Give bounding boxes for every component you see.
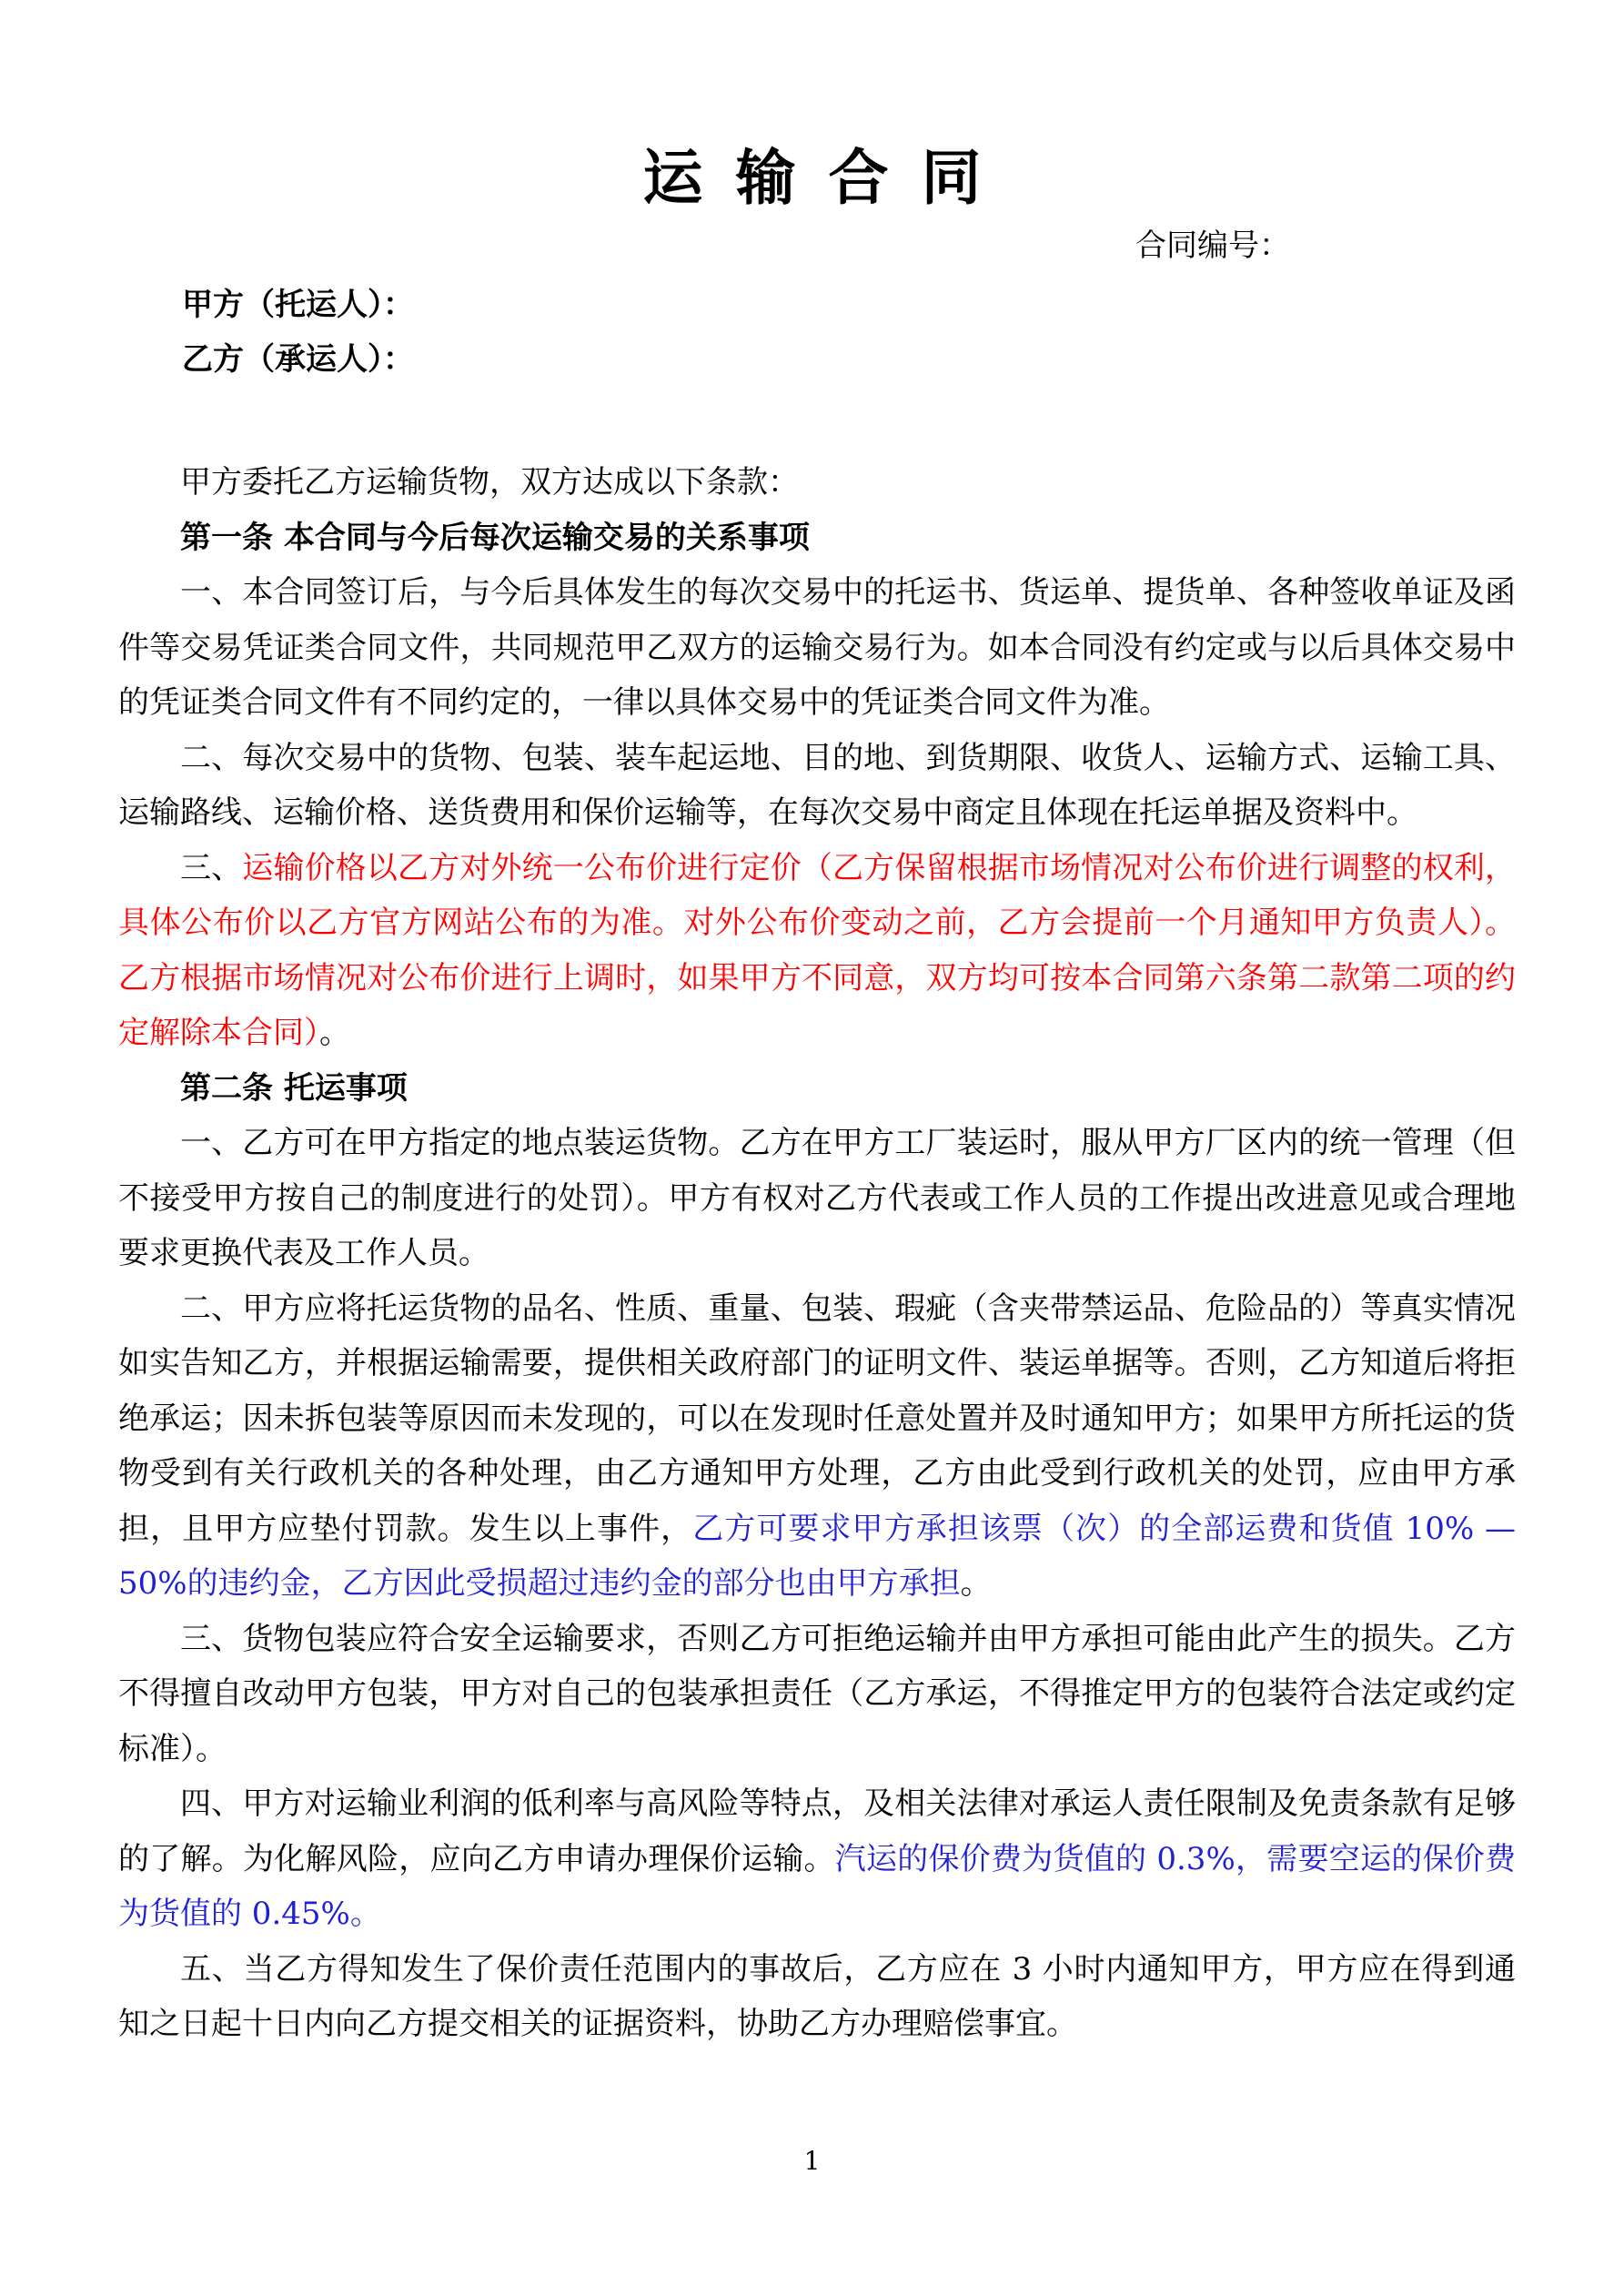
- clause-4-blue-text: 汽运的保价费为货值的 0.3%，需要空运的保价费为货值的 0.45%。: [118, 1840, 1517, 1932]
- clause-3-red-text: 运输价格以乙方对外统一公布价进行定价（乙方保留根据市场情况对公布价进行调整的权利，具体公布价以乙方官方网站公布的为准。对外公布价变动之前，乙方会提前一个月通知甲方负责人）。乙方根据市场情况对公布价进行上调时，如果甲方不同意，双方均可按本合同第六条第二款第二项的约定解除本合同）: [118, 849, 1517, 1051]
- contract-number-label: 合同编号：: [1135, 228, 1290, 264]
- party-b-label: 乙方（承运人）：: [182, 341, 414, 378]
- page-number: 1: [803, 2146, 821, 2176]
- article-1-clause-1: 一、本合同签订后，与今后具体发生的每次交易中的托运书、货运单、提货单、各种签收单证及函件等交易凭证类合同文件，共同规范甲乙双方的运输交易行为。如本合同没有约定或与以后具体交易中的凭证类合同文件有不同约定的，一律以具体交易中的凭证类合同文件为准。: [118, 574, 1516, 721]
- article-2-heading: 第二条 托运事项: [180, 1069, 408, 1107]
- article-2-clause-2: [118, 1281, 1516, 1612]
- intro-paragraph: 甲方委托乙方运输货物，双方达成以下条款：: [180, 464, 799, 501]
- clause-2-text: 二、甲方应将托运货物的品名、性质、重量、包装、瑕疵（含夹带禁运品、危险品的）等真实情况如实告知乙方，并根据运输需要，提供相关政府部门的证明文件、装运单据等。否则，乙方知道后将拒绝承运；因未拆包装等原因而未发现的，可以在发现时任意处置并及时通知甲方；如果甲方所托运的货物受到有关行政机关的各种处理，由乙方通知甲方处理，乙方由此受到行政机关的处罚，应由甲方承担，且甲方应垫付罚款。发生以上事件，: [118, 1290, 1516, 1547]
- party-a-label: 甲方（托运人）：: [182, 287, 414, 323]
- article-2-clause-4: [118, 1776, 1516, 1942]
- contract-body: [118, 455, 1516, 2052]
- clause-2-end: 。: [960, 1565, 992, 1602]
- article-2-clause-3: 三、货物包装应符合安全运输要求，否则乙方可拒绝运输并由甲方承担可能由此产生的损失。乙方不得擅自改动甲方包装，甲方对自己的包装承担责任（乙方承运，不得推定甲方的包装符合法定或约定标准）。: [118, 1620, 1516, 1767]
- clause-4-text: 四、甲方对运输业利润的低利率与高风险等特点，及相关法律对承运人责任限制及免责条款有足够的了解。为化解风险，应向乙方申请办理保价运输。: [118, 1785, 1516, 1877]
- document-title: 运输合同: [642, 142, 1014, 213]
- article-2-clause-5: 五、当乙方得知发生了保价责任范围内的事故后，乙方应在 3 小时内通知甲方，甲方应在得到通知之日起十日内向乙方提交相关的证据资料，协助乙方办理赔偿事宜。: [118, 1950, 1516, 2042]
- clause-3-prefix: 三、: [180, 849, 243, 886]
- article-2-clause-1: 一、乙方可在甲方指定的地点装运货物。乙方在甲方工厂装运时，服从甲方厂区内的统一管理（但不接受甲方按自己的制度进行的处罚）。甲方有权对乙方代表或工作人员的工作提出改进意见或合理地要求更换代表及工作人员。: [118, 1125, 1516, 1271]
- article-1-clause-3: [118, 841, 1516, 1061]
- clause-3-suffix: 。: [319, 1015, 350, 1051]
- article-1-heading: 第一条 本合同与今后每次运输交易的关系事项: [180, 519, 810, 556]
- clause-2-blue-text: 乙方可要求甲方承担该票（次）的全部运费和货值 10% —50%的违约金，乙方因此受损超过违约金的部分也由甲方承担: [118, 1510, 1517, 1602]
- article-1-clause-2: 二、每次交易中的货物、包装、装车起运地、目的地、到货期限、收货人、运输方式、运输工具、运输路线、运输价格、送货费用和保价运输等，在每次交易中商定且体现在托运单据及资料中。: [118, 739, 1516, 831]
